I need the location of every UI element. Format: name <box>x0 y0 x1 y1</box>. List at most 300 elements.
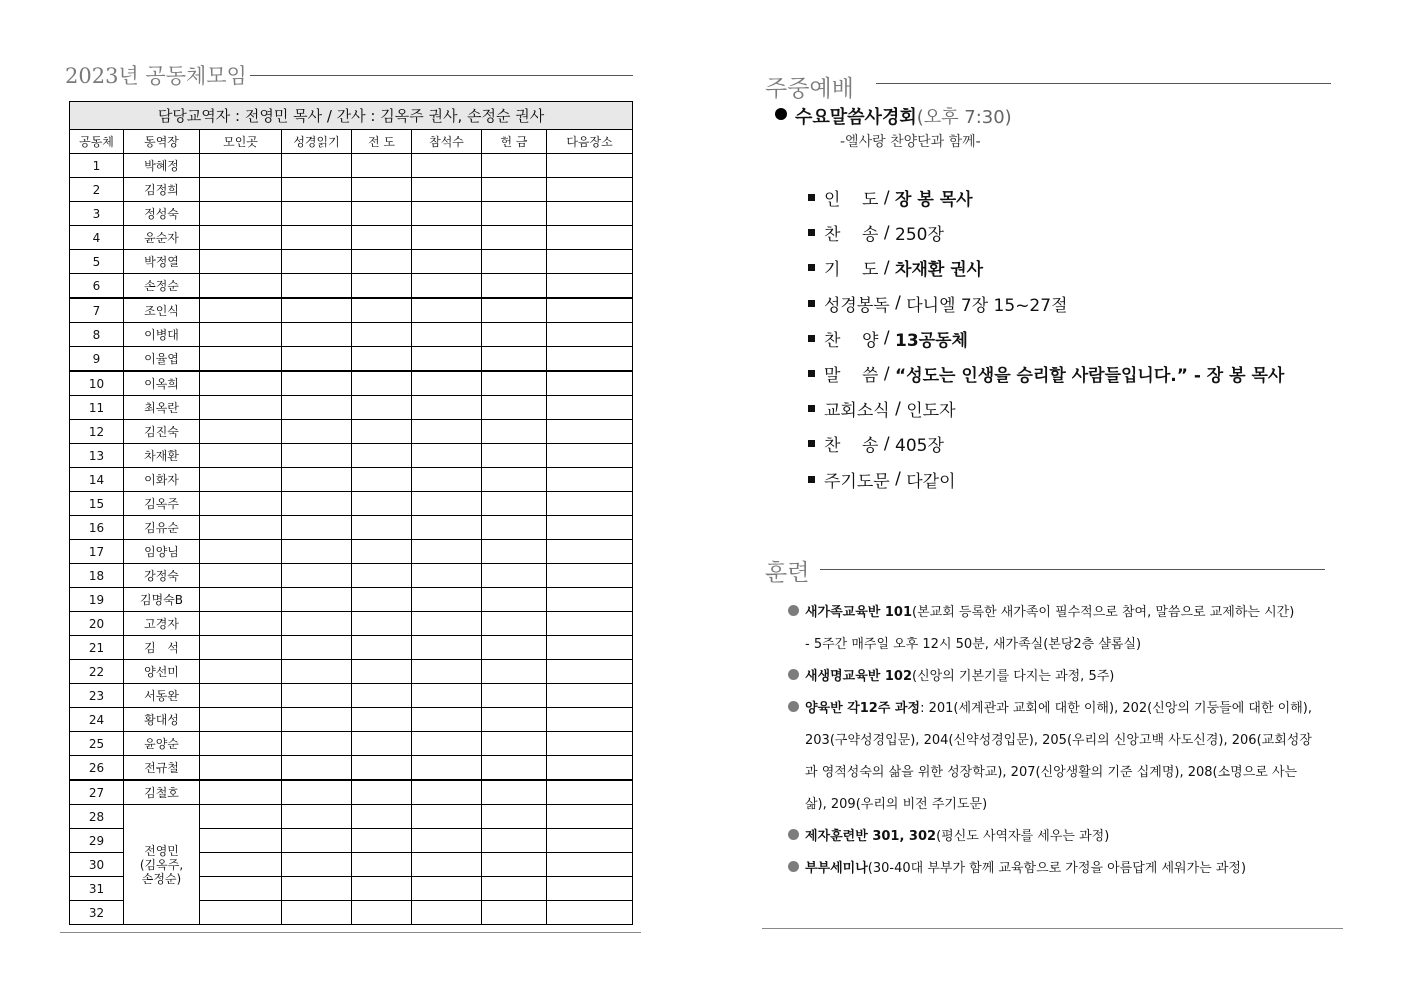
entry-cell[interactable] <box>412 660 482 684</box>
leader-name: (김옥주, <box>139 857 184 872</box>
entry-cell[interactable] <box>482 274 547 299</box>
entry-cell[interactable] <box>282 780 352 805</box>
training-item <box>788 690 1328 722</box>
entry-cell[interactable] <box>547 684 633 708</box>
order-value: 다니엘 7장 15~27절 <box>906 295 1068 316</box>
entry-cell[interactable] <box>547 444 633 468</box>
square-bullet-icon <box>808 229 815 236</box>
bullet-dot-icon <box>788 861 799 872</box>
community-number: 8 <box>70 323 124 347</box>
entry-cell[interactable] <box>282 226 352 250</box>
leader-name: 서동완 <box>124 684 200 708</box>
table-row <box>70 564 633 588</box>
community-number: 4 <box>70 226 124 250</box>
entry-cell[interactable] <box>412 805 482 829</box>
entry-cell[interactable] <box>282 420 352 444</box>
entry-cell[interactable] <box>200 492 282 516</box>
entry-cell[interactable] <box>282 588 352 612</box>
order-label: 교회소식 <box>824 401 890 422</box>
entry-cell[interactable] <box>412 877 482 901</box>
training-desc: 과 영적성숙의 삶을 위한 성장학교), 207(신앙생활의 기준 십계명), 208(소명으로 사는 <box>805 764 1298 780</box>
entry-cell[interactable] <box>200 298 282 323</box>
community-number: 3 <box>70 202 124 226</box>
entry-cell[interactable] <box>482 420 547 444</box>
entry-cell[interactable] <box>200 154 282 178</box>
community-number: 9 <box>70 347 124 372</box>
order-separator: / <box>878 328 896 349</box>
entry-cell[interactable] <box>282 564 352 588</box>
entry-cell[interactable] <box>412 564 482 588</box>
entry-cell[interactable] <box>412 588 482 612</box>
entry-cell[interactable] <box>200 853 282 877</box>
entry-cell[interactable] <box>200 564 282 588</box>
training-desc: (평신도 사역자를 세우는 과정) <box>936 828 1110 844</box>
leader-name: 정성숙 <box>124 202 200 226</box>
leader-name: 김철호 <box>124 780 200 805</box>
entry-cell[interactable] <box>482 708 547 732</box>
entry-cell[interactable] <box>482 444 547 468</box>
order-item <box>808 462 1284 497</box>
entry-cell[interactable] <box>352 492 412 516</box>
entry-cell[interactable] <box>352 274 412 299</box>
entry-cell[interactable] <box>282 732 352 756</box>
entry-cell[interactable] <box>282 660 352 684</box>
entry-cell[interactable] <box>282 371 352 396</box>
community-number: 21 <box>70 636 124 660</box>
community-number: 13 <box>70 444 124 468</box>
entry-cell[interactable] <box>547 154 633 178</box>
community-number: 16 <box>70 516 124 540</box>
entry-cell[interactable] <box>352 564 412 588</box>
entry-cell[interactable] <box>412 371 482 396</box>
entry-cell[interactable] <box>352 226 412 250</box>
entry-cell[interactable] <box>352 516 412 540</box>
entry-cell[interactable] <box>352 371 412 396</box>
entry-cell[interactable] <box>482 732 547 756</box>
training-detail <box>788 722 1328 754</box>
table-row <box>70 298 633 323</box>
entry-cell[interactable] <box>200 226 282 250</box>
entry-cell[interactable] <box>352 829 412 853</box>
square-bullet-icon <box>808 335 815 342</box>
entry-cell[interactable] <box>482 540 547 564</box>
entry-cell[interactable] <box>412 732 482 756</box>
entry-cell[interactable] <box>352 708 412 732</box>
leader-name: 황대성 <box>124 708 200 732</box>
table-row <box>70 250 633 274</box>
entry-cell[interactable] <box>352 756 412 781</box>
entry-cell[interactable] <box>412 780 482 805</box>
community-number: 22 <box>70 660 124 684</box>
order-separator: / <box>889 293 907 314</box>
training-item <box>788 850 1328 882</box>
entry-cell[interactable] <box>282 347 352 372</box>
table-row <box>70 732 633 756</box>
entry-cell[interactable] <box>282 202 352 226</box>
leader-name: 김옥주 <box>124 492 200 516</box>
entry-cell[interactable] <box>412 323 482 347</box>
entry-cell[interactable] <box>412 756 482 781</box>
entry-cell[interactable] <box>547 660 633 684</box>
entry-cell[interactable] <box>200 347 282 372</box>
entry-cell[interactable] <box>412 636 482 660</box>
community-number: 25 <box>70 732 124 756</box>
community-number: 12 <box>70 420 124 444</box>
bullet-dot-icon <box>788 829 799 840</box>
entry-cell[interactable] <box>282 636 352 660</box>
square-bullet-icon <box>808 370 815 377</box>
entry-cell[interactable] <box>547 829 633 853</box>
entry-cell[interactable] <box>482 564 547 588</box>
entry-cell[interactable] <box>547 298 633 323</box>
entry-cell[interactable] <box>200 805 282 829</box>
entry-cell[interactable] <box>352 636 412 660</box>
leader-name: 김정희 <box>124 178 200 202</box>
entry-cell[interactable] <box>282 756 352 781</box>
training-item <box>788 658 1328 690</box>
leader-name: 강정숙 <box>124 564 200 588</box>
entry-cell[interactable] <box>482 202 547 226</box>
leader-name: 이병대 <box>124 323 200 347</box>
entry-cell[interactable] <box>200 371 282 396</box>
entry-cell[interactable] <box>282 612 352 636</box>
entry-cell[interactable] <box>547 805 633 829</box>
leader-name: 손정순) <box>141 871 182 886</box>
entry-cell[interactable] <box>547 396 633 420</box>
training-name: 새생명교육반 102 <box>805 668 913 684</box>
leader-name: 전영민 <box>144 843 179 858</box>
entry-cell[interactable] <box>352 732 412 756</box>
training-section-title: 훈련 <box>765 560 810 586</box>
community-number: 20 <box>70 612 124 636</box>
community-number: 18 <box>70 564 124 588</box>
entry-cell[interactable] <box>282 274 352 299</box>
entry-cell[interactable] <box>200 829 282 853</box>
entry-cell[interactable] <box>482 396 547 420</box>
entry-cell[interactable] <box>282 323 352 347</box>
entry-cell[interactable] <box>412 154 482 178</box>
entry-cell[interactable] <box>200 901 282 925</box>
entry-cell[interactable] <box>547 612 633 636</box>
entry-cell[interactable] <box>482 612 547 636</box>
entry-cell[interactable] <box>547 708 633 732</box>
community-number: 17 <box>70 540 124 564</box>
entry-cell[interactable] <box>547 226 633 250</box>
entry-cell[interactable] <box>352 684 412 708</box>
entry-cell[interactable] <box>282 853 352 877</box>
entry-cell[interactable] <box>200 684 282 708</box>
entry-cell[interactable] <box>547 202 633 226</box>
leader-name: 손정순 <box>124 274 200 299</box>
entry-cell[interactable] <box>482 877 547 901</box>
entry-cell[interactable] <box>200 588 282 612</box>
community-number: 26 <box>70 756 124 781</box>
order-value: 405장 <box>895 436 944 457</box>
entry-cell[interactable] <box>547 274 633 299</box>
entry-cell[interactable] <box>412 178 482 202</box>
entry-cell[interactable] <box>282 829 352 853</box>
entry-cell[interactable] <box>352 468 412 492</box>
entry-cell[interactable] <box>482 468 547 492</box>
entry-cell[interactable] <box>200 444 282 468</box>
entry-cell[interactable] <box>547 347 633 372</box>
entry-cell[interactable] <box>412 708 482 732</box>
entry-cell[interactable] <box>412 516 482 540</box>
training-list <box>788 594 1328 882</box>
entry-cell[interactable] <box>482 371 547 396</box>
entry-cell[interactable] <box>282 396 352 420</box>
entry-cell[interactable] <box>412 444 482 468</box>
table-row <box>70 444 633 468</box>
training-desc: (30-40대 부부가 함께 교육함으로 가정을 아름답게 세워가는 과정) <box>867 860 1247 876</box>
order-item <box>808 250 1284 285</box>
entry-cell[interactable] <box>200 178 282 202</box>
merged-leader-cell <box>124 805 200 925</box>
entry-cell[interactable] <box>352 780 412 805</box>
entry-cell[interactable] <box>412 684 482 708</box>
entry-cell[interactable] <box>412 468 482 492</box>
leader-name: 김명숙B <box>124 588 200 612</box>
square-bullet-icon <box>808 264 815 271</box>
entry-cell[interactable] <box>547 468 633 492</box>
entry-cell[interactable] <box>412 540 482 564</box>
entry-cell[interactable] <box>352 660 412 684</box>
entry-cell[interactable] <box>412 226 482 250</box>
entry-cell[interactable] <box>482 636 547 660</box>
square-bullet-icon <box>808 440 815 447</box>
leader-name: 임양님 <box>124 540 200 564</box>
entry-cell[interactable] <box>412 250 482 274</box>
entry-cell[interactable] <box>200 323 282 347</box>
entry-cell[interactable] <box>352 877 412 901</box>
table-row <box>70 226 633 250</box>
entry-cell[interactable] <box>282 684 352 708</box>
training-name: 제자훈련반 301, 302 <box>805 828 937 844</box>
entry-cell[interactable] <box>200 636 282 660</box>
entry-cell[interactable] <box>352 420 412 444</box>
order-label: 성경봉독 <box>824 295 890 316</box>
entry-cell[interactable] <box>547 853 633 877</box>
entry-cell[interactable] <box>547 588 633 612</box>
table-row <box>70 202 633 226</box>
entry-cell[interactable] <box>482 660 547 684</box>
wed-service-subtitle: -엘사랑 찬양단과 함께- <box>840 134 981 150</box>
table-row <box>70 516 633 540</box>
entry-cell[interactable] <box>482 323 547 347</box>
table-row <box>70 636 633 660</box>
entry-cell[interactable] <box>352 444 412 468</box>
entry-cell[interactable] <box>200 732 282 756</box>
training-desc: (본교회 등록한 새가족이 필수적으로 참여, 말씀으로 교제하는 시간) <box>912 604 1295 620</box>
training-desc: (신앙의 기본기를 다지는 과정, 5주) <box>912 668 1115 684</box>
entry-cell[interactable] <box>412 612 482 636</box>
entry-cell[interactable] <box>200 612 282 636</box>
entry-cell[interactable] <box>352 901 412 925</box>
entry-cell[interactable] <box>482 298 547 323</box>
entry-cell[interactable] <box>547 250 633 274</box>
entry-cell[interactable] <box>547 178 633 202</box>
entry-cell[interactable] <box>482 853 547 877</box>
entry-cell[interactable] <box>282 805 352 829</box>
entry-cell[interactable] <box>352 588 412 612</box>
order-item <box>808 215 1284 250</box>
entry-cell[interactable] <box>282 298 352 323</box>
entry-cell[interactable] <box>547 901 633 925</box>
training-title-rule <box>820 569 1325 570</box>
entry-cell[interactable] <box>412 202 482 226</box>
entry-cell[interactable] <box>547 877 633 901</box>
entry-cell[interactable] <box>352 396 412 420</box>
entry-cell[interactable] <box>282 877 352 901</box>
entry-cell[interactable] <box>482 780 547 805</box>
entry-cell[interactable] <box>282 492 352 516</box>
order-label: 찬 송 <box>824 225 879 246</box>
order-item <box>808 356 1284 391</box>
entry-cell[interactable] <box>547 492 633 516</box>
entry-cell[interactable] <box>352 154 412 178</box>
entry-cell[interactable] <box>200 516 282 540</box>
entry-cell[interactable] <box>352 250 412 274</box>
entry-cell[interactable] <box>547 756 633 781</box>
community-number: 30 <box>70 853 124 877</box>
entry-cell[interactable] <box>547 420 633 444</box>
entry-cell[interactable] <box>200 274 282 299</box>
entry-cell[interactable] <box>482 756 547 781</box>
order-separator: / <box>889 398 907 419</box>
entry-cell[interactable] <box>482 492 547 516</box>
entry-cell[interactable] <box>282 708 352 732</box>
entry-cell[interactable] <box>547 540 633 564</box>
entry-cell[interactable] <box>282 250 352 274</box>
entry-cell[interactable] <box>482 178 547 202</box>
leader-name: 이화자 <box>124 468 200 492</box>
leader-name: 김진숙 <box>124 420 200 444</box>
entry-cell[interactable] <box>352 540 412 564</box>
entry-cell[interactable] <box>352 323 412 347</box>
entry-cell[interactable] <box>200 756 282 781</box>
community-number: 23 <box>70 684 124 708</box>
square-bullet-icon <box>808 476 815 483</box>
table-row <box>70 708 633 732</box>
entry-cell[interactable] <box>200 660 282 684</box>
training-desc: 삶), 209(우리의 비전 주기도문) <box>805 796 988 812</box>
entry-cell[interactable] <box>412 274 482 299</box>
entry-cell[interactable] <box>200 708 282 732</box>
order-item <box>808 286 1284 321</box>
entry-cell[interactable] <box>412 853 482 877</box>
entry-cell[interactable] <box>200 250 282 274</box>
training-desc: 203(구약성경입문), 204(신약성경입문), 205(우리의 신앙고백 사도신경), 206(교회성장 <box>805 732 1312 748</box>
entry-cell[interactable] <box>482 154 547 178</box>
table-header-main: 담당교역자 : 전영민 목사 / 간사 : 김옥주 권사, 손정순 권사 <box>70 102 633 130</box>
leader-name: 윤양순 <box>124 732 200 756</box>
entry-cell[interactable] <box>200 780 282 805</box>
entry-cell[interactable] <box>282 516 352 540</box>
entry-cell[interactable] <box>200 540 282 564</box>
entry-cell[interactable] <box>352 202 412 226</box>
entry-cell[interactable] <box>282 154 352 178</box>
table-row <box>70 154 633 178</box>
entry-cell[interactable] <box>482 684 547 708</box>
entry-cell[interactable] <box>547 323 633 347</box>
training-name: 양육반 각12주 과정 <box>805 700 921 716</box>
entry-cell[interactable] <box>482 250 547 274</box>
order-label: 찬 양 <box>824 330 879 351</box>
community-number: 29 <box>70 829 124 853</box>
entry-cell[interactable] <box>200 202 282 226</box>
entry-cell[interactable] <box>547 371 633 396</box>
entry-cell[interactable] <box>352 298 412 323</box>
community-number: 5 <box>70 250 124 274</box>
leader-name: 이율엽 <box>124 347 200 372</box>
order-value: “성도는 인생을 승리할 사람들입니다.” - 장 봉 목사 <box>895 366 1285 387</box>
entry-cell[interactable] <box>352 347 412 372</box>
leader-name: 김유순 <box>124 516 200 540</box>
entry-cell[interactable] <box>282 468 352 492</box>
order-separator: / <box>878 222 896 243</box>
entry-cell[interactable] <box>282 444 352 468</box>
entry-cell[interactable] <box>200 468 282 492</box>
entry-cell[interactable] <box>200 420 282 444</box>
entry-cell[interactable] <box>547 780 633 805</box>
column-header: 다음장소 <box>547 130 633 154</box>
entry-cell[interactable] <box>482 588 547 612</box>
bullet-dot-icon <box>788 605 799 616</box>
entry-cell[interactable] <box>352 612 412 636</box>
square-bullet-icon <box>808 194 815 201</box>
entry-cell[interactable] <box>412 298 482 323</box>
entry-cell[interactable] <box>412 492 482 516</box>
entry-cell[interactable] <box>547 516 633 540</box>
entry-cell[interactable] <box>482 516 547 540</box>
entry-cell[interactable] <box>412 901 482 925</box>
community-number: 1 <box>70 154 124 178</box>
entry-cell[interactable] <box>200 396 282 420</box>
entry-cell[interactable] <box>412 829 482 853</box>
entry-cell[interactable] <box>282 178 352 202</box>
entry-cell[interactable] <box>547 564 633 588</box>
order-value: 인도자 <box>906 401 956 422</box>
entry-cell[interactable] <box>482 226 547 250</box>
entry-cell[interactable] <box>482 347 547 372</box>
entry-cell[interactable] <box>482 805 547 829</box>
column-header: 전 도 <box>352 130 412 154</box>
table-row <box>70 396 633 420</box>
leader-name: 박혜정 <box>124 154 200 178</box>
entry-cell[interactable] <box>482 901 547 925</box>
entry-cell[interactable] <box>282 540 352 564</box>
bullet-icon <box>775 108 787 120</box>
entry-cell[interactable] <box>547 732 633 756</box>
entry-cell[interactable] <box>412 347 482 372</box>
entry-cell[interactable] <box>547 636 633 660</box>
entry-cell[interactable] <box>282 901 352 925</box>
entry-cell[interactable] <box>412 396 482 420</box>
worship-section-title: 주중예배 <box>765 76 854 102</box>
leader-name: 윤순자 <box>124 226 200 250</box>
table-row <box>70 492 633 516</box>
left-section-title: 2023년 공동체모임 <box>65 64 247 88</box>
entry-cell[interactable] <box>352 805 412 829</box>
entry-cell[interactable] <box>482 829 547 853</box>
column-header: 헌 금 <box>482 130 547 154</box>
entry-cell[interactable] <box>412 420 482 444</box>
table-row <box>70 684 633 708</box>
entry-cell[interactable] <box>352 178 412 202</box>
entry-cell[interactable] <box>200 877 282 901</box>
community-number: 19 <box>70 588 124 612</box>
entry-cell[interactable] <box>352 853 412 877</box>
